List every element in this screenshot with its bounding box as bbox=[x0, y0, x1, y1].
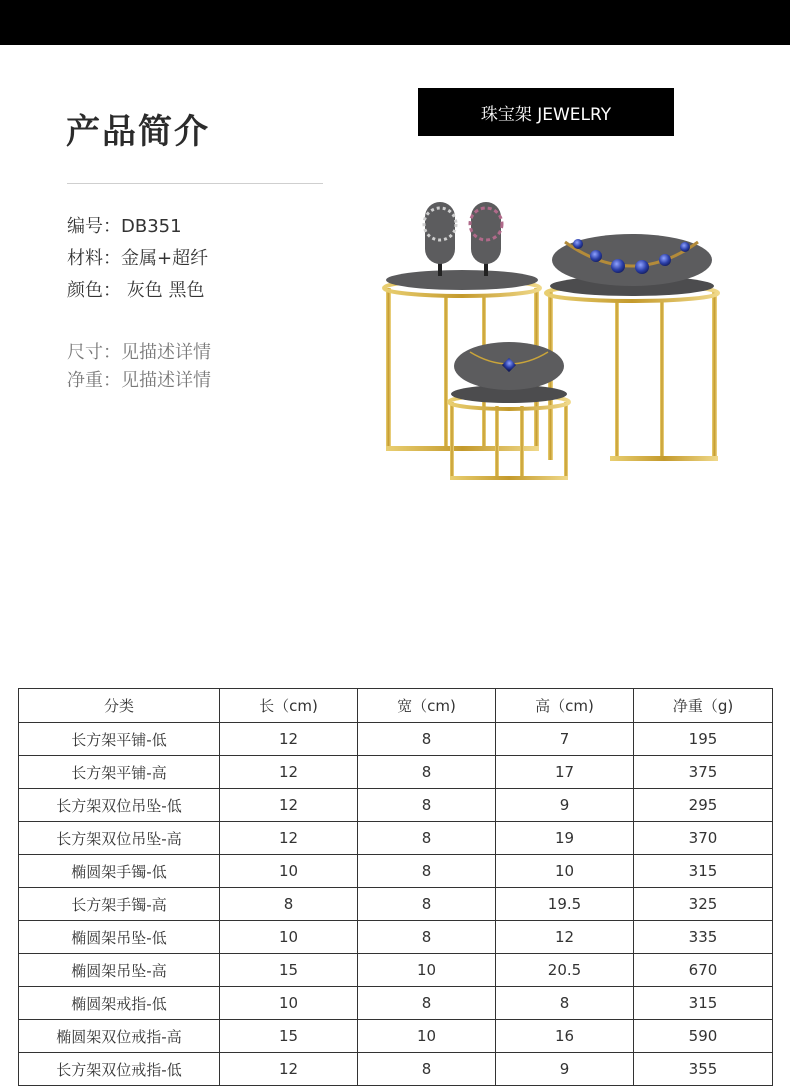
table-row bbox=[19, 756, 773, 789]
table-row bbox=[19, 888, 773, 921]
cell-length: 15 bbox=[220, 1020, 358, 1053]
table-row bbox=[19, 987, 773, 1020]
cell-category: 椭圆架手镯-低 bbox=[19, 855, 220, 888]
cell-length: 12 bbox=[220, 1053, 358, 1086]
cell-weight: 355 bbox=[634, 1053, 773, 1086]
cell-height: 16 bbox=[496, 1020, 634, 1053]
cell-height: 8 bbox=[496, 987, 634, 1020]
spec-weight: 净重：见描述详情 bbox=[67, 370, 211, 391]
cell-weight: 315 bbox=[634, 855, 773, 888]
table-row bbox=[19, 822, 773, 855]
cell-length: 12 bbox=[220, 789, 358, 822]
table-header-row bbox=[19, 689, 773, 723]
cell-width: 8 bbox=[358, 756, 496, 789]
cell-category: 椭圆架吊坠-高 bbox=[19, 954, 220, 987]
cell-width: 10 bbox=[358, 954, 496, 987]
header-category: 分类 bbox=[19, 689, 220, 723]
cell-category: 长方架平铺-高 bbox=[19, 756, 220, 789]
cell-weight: 370 bbox=[634, 822, 773, 855]
cell-category: 椭圆架双位戒指-高 bbox=[19, 1020, 220, 1053]
cell-length: 12 bbox=[220, 723, 358, 756]
cell-length: 12 bbox=[220, 756, 358, 789]
table-row bbox=[19, 855, 773, 888]
cell-height: 7 bbox=[496, 723, 634, 756]
spec-color: 颜色： 灰色 黑色 bbox=[67, 280, 205, 301]
category-badge: 珠宝架 JEWELRY bbox=[418, 88, 674, 136]
cell-height: 9 bbox=[496, 1053, 634, 1086]
cell-width: 8 bbox=[358, 1053, 496, 1086]
cell-weight: 315 bbox=[634, 987, 773, 1020]
page-title: 产品简介 bbox=[66, 112, 210, 152]
cell-height: 17 bbox=[496, 756, 634, 789]
cell-height: 10 bbox=[496, 855, 634, 888]
table-row bbox=[19, 954, 773, 987]
table-row bbox=[19, 1020, 773, 1053]
left-stand bbox=[384, 202, 540, 451]
spec-table bbox=[18, 688, 773, 1086]
cell-width: 8 bbox=[358, 888, 496, 921]
cell-width: 8 bbox=[358, 855, 496, 888]
cell-height: 9 bbox=[496, 789, 634, 822]
header-height: 高（cm) bbox=[496, 689, 634, 723]
cell-weight: 335 bbox=[634, 921, 773, 954]
cell-weight: 670 bbox=[634, 954, 773, 987]
cell-width: 8 bbox=[358, 723, 496, 756]
cell-weight: 590 bbox=[634, 1020, 773, 1053]
cell-length: 15 bbox=[220, 954, 358, 987]
cell-height: 12 bbox=[496, 921, 634, 954]
cell-weight: 375 bbox=[634, 756, 773, 789]
cell-width: 8 bbox=[358, 921, 496, 954]
cell-category: 椭圆架戒指-低 bbox=[19, 987, 220, 1020]
cell-width: 8 bbox=[358, 987, 496, 1020]
cell-width: 8 bbox=[358, 822, 496, 855]
table-row bbox=[19, 723, 773, 756]
cell-category: 椭圆架吊坠-低 bbox=[19, 921, 220, 954]
cell-category: 长方架平铺-低 bbox=[19, 723, 220, 756]
product-photo bbox=[360, 180, 760, 500]
cell-height: 20.5 bbox=[496, 954, 634, 987]
top-black-bar bbox=[0, 0, 790, 45]
header-width: 宽（cm) bbox=[358, 689, 496, 723]
cell-category: 长方架双位吊坠-高 bbox=[19, 822, 220, 855]
cell-length: 10 bbox=[220, 987, 358, 1020]
header-weight: 净重（g) bbox=[634, 689, 773, 723]
cell-category: 长方架双位戒指-低 bbox=[19, 1053, 220, 1086]
table-row bbox=[19, 789, 773, 822]
cell-height: 19.5 bbox=[496, 888, 634, 921]
spec-material: 材料：金属+超纤 bbox=[67, 248, 209, 269]
right-stand bbox=[546, 234, 718, 461]
cell-weight: 195 bbox=[634, 723, 773, 756]
cell-weight: 325 bbox=[634, 888, 773, 921]
header-length: 长（cm) bbox=[220, 689, 358, 723]
cell-height: 19 bbox=[496, 822, 634, 855]
cell-length: 10 bbox=[220, 921, 358, 954]
cell-category: 长方架双位吊坠-低 bbox=[19, 789, 220, 822]
cell-width: 10 bbox=[358, 1020, 496, 1053]
cell-weight: 295 bbox=[634, 789, 773, 822]
title-divider bbox=[67, 183, 323, 184]
spec-size: 尺寸：见描述详情 bbox=[67, 342, 211, 363]
cell-length: 12 bbox=[220, 822, 358, 855]
table-row bbox=[19, 1053, 773, 1086]
cell-length: 8 bbox=[220, 888, 358, 921]
table-row bbox=[19, 921, 773, 954]
cell-width: 8 bbox=[358, 789, 496, 822]
cell-category: 长方架手镯-高 bbox=[19, 888, 220, 921]
cell-length: 10 bbox=[220, 855, 358, 888]
spec-model: 编号：DB351 bbox=[67, 216, 182, 237]
